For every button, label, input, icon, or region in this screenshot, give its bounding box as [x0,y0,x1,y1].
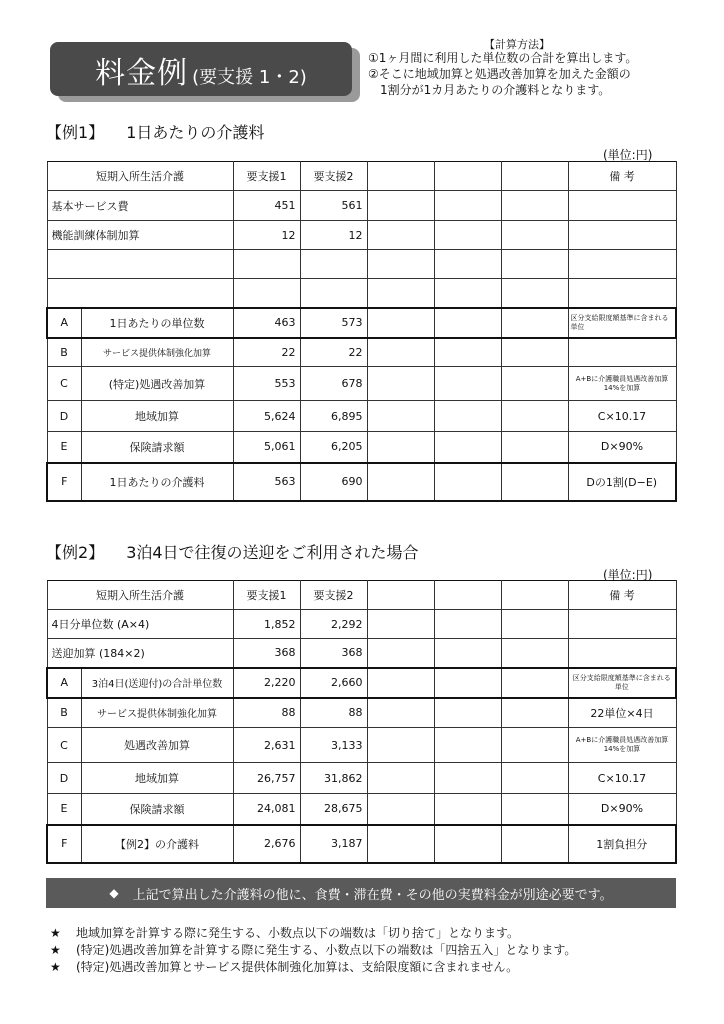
row-label: (特定)処遇改善加算 [81,367,233,401]
example1-heading [46,120,264,143]
example1-unit-label: (単位:円) [603,148,653,162]
row-key: A [47,308,81,338]
table-row-a [47,668,676,698]
method-line-1: ①1ヶ月間に利用した単位数の合計を算出します。 [368,51,638,65]
row-value-1: 26,757 [233,763,300,794]
row-value-2: 690 [300,463,367,501]
row-key: C [47,367,81,401]
header-remarks: 備 考 [568,162,676,191]
star-icon: ★ [50,943,61,957]
table-row [47,279,676,308]
table-header-row [47,162,676,191]
footnote-text: (特定)処遇改善加算を計算する際に発生する、小数点以下の端数は「四捨五入」となります。 [76,943,577,957]
row-value-1: 2,220 [233,668,300,698]
table-row [47,250,676,279]
row-value-1: 563 [233,463,300,501]
row-label: 3泊4日(送迎付)の合計単位数 [81,668,233,698]
star-icon: ★ [50,926,61,940]
row-value-1: 2,676 [233,825,300,863]
row-label: 1日あたりの介護料 [81,463,233,501]
row-value-1: 24,081 [233,794,300,825]
example1-table [46,161,677,502]
table-header-row [47,581,676,610]
row-value-2: 2,660 [300,668,367,698]
row-note [568,191,676,221]
row-note: 22単位×4日 [568,698,676,728]
row-value-2: 678 [300,367,367,401]
row-note: 区分支給限度額基準に含まれる単位 [568,668,676,698]
header-col1: 要支援1 [233,162,300,191]
example1-label: 【例1】 [46,123,105,142]
footnote-text: (特定)処遇改善加算とサービス提供体制強化加算は、支給限度額に含まれません。 [76,960,519,974]
page-title: 料金例 [95,56,189,91]
row-note [568,250,676,279]
row-label: 保険請求額 [81,432,233,463]
table-row-c [47,367,676,401]
row-note: C×10.17 [568,763,676,794]
table-row-f [47,463,676,501]
page-title-box [50,42,352,96]
row-label: 1日あたりの単位数 [81,308,233,338]
row-label: 地域加算 [81,401,233,432]
table-row [47,221,676,250]
row-value-1: 88 [233,698,300,728]
row-note: A+Bに介護職員処遇改善加算14%を加算 [568,367,676,401]
example2-title: 3泊4日で往復の送迎をご利用された場合 [126,543,419,562]
method-line-3: 1割分が1カ月あたりの介護料となります。 [368,83,611,97]
row-value-2: 3,187 [300,825,367,863]
row-value-1: 368 [233,639,300,668]
row-label: 処遇改善加算 [81,728,233,763]
row-note [568,279,676,308]
row-value-2: 368 [300,639,367,668]
row-value-1: 463 [233,308,300,338]
row-label: 【例2】の介護料 [81,825,233,863]
row-note: A+Bに介護職員処遇改善加算14%を加算 [568,728,676,763]
table-row-b [47,698,676,728]
row-label [47,250,233,279]
table-row-f [47,825,676,863]
row-note: C×10.17 [568,401,676,432]
row-value-2: 31,862 [300,763,367,794]
table-row-d [47,401,676,432]
row-value-2: 22 [300,338,367,367]
row-key: B [47,698,81,728]
row-label: サービス提供体制強化加算 [81,698,233,728]
table-row-d [47,763,676,794]
row-label: 保険請求額 [81,794,233,825]
row-value-1 [233,279,300,308]
table-row [47,191,676,221]
page-subtitle: (要支援 1・2) [192,67,307,88]
footnote-1 [50,924,519,941]
example2-table [46,580,677,864]
header-service: 短期入所生活介護 [47,581,233,610]
row-label: 4日分単位数 (A×4) [47,610,233,639]
row-label: 基本サービス費 [47,191,233,221]
row-value-1: 22 [233,338,300,367]
footnote-text: 地域加算を計算する際に発生する、小数点以下の端数は「切り捨て」となります。 [76,926,520,940]
row-label: サービス提供体制強化加算 [81,338,233,367]
row-value-2: 28,675 [300,794,367,825]
header-col2: 要支援2 [300,581,367,610]
row-note: D×90% [568,794,676,825]
header-col2: 要支援2 [300,162,367,191]
additional-cost-banner [46,878,676,908]
method-line-2: ②そこに地域加算と処遇改善加算を加えた金額の [368,67,631,81]
row-value-2 [300,279,367,308]
method-heading: 【計算方法】 [484,38,550,51]
row-value-1: 451 [233,191,300,221]
star-icon: ★ [50,960,61,974]
row-value-2: 6,895 [300,401,367,432]
example2-label: 【例2】 [46,543,105,562]
row-label: 機能訓練体制加算 [47,221,233,250]
table-row-b [47,338,676,367]
row-value-1 [233,250,300,279]
header-service: 短期入所生活介護 [47,162,233,191]
row-note: 1割負担分 [568,825,676,863]
row-note: 区分支給限度額基準に含まれる単位 [568,308,676,338]
footnote-2 [50,941,576,958]
row-value-2 [300,250,367,279]
example2-unit-label: (単位:円) [603,568,653,582]
row-value-1: 5,061 [233,432,300,463]
row-label: 送迎加算 (184×2) [47,639,233,668]
row-key: E [47,794,81,825]
row-value-2: 3,133 [300,728,367,763]
table-row [47,610,676,639]
table-row-c [47,728,676,763]
row-value-1: 12 [233,221,300,250]
row-value-2: 12 [300,221,367,250]
row-key: F [47,463,81,501]
row-label: 地域加算 [81,763,233,794]
row-value-2: 2,292 [300,610,367,639]
row-key: D [47,763,81,794]
row-note: D×90% [568,432,676,463]
row-note [568,221,676,250]
row-value-1: 5,624 [233,401,300,432]
table-row-a [47,308,676,338]
row-value-2: 88 [300,698,367,728]
row-note: Dの1割(D−E) [568,463,676,501]
row-key: E [47,432,81,463]
diamond-icon: ◆ [109,886,119,900]
table-row-e [47,432,676,463]
row-value-2: 573 [300,308,367,338]
row-key: F [47,825,81,863]
row-value-2: 561 [300,191,367,221]
row-key: C [47,728,81,763]
row-value-2: 6,205 [300,432,367,463]
table-row-e [47,794,676,825]
row-label [47,279,233,308]
header-remarks: 備 考 [568,581,676,610]
table-row [47,639,676,668]
row-value-1: 2,631 [233,728,300,763]
row-value-1: 553 [233,367,300,401]
row-note [568,338,676,367]
row-value-1: 1,852 [233,610,300,639]
banner-text: 上記で算出した介護料の他に、食費・滞在費・その他の実費料金が別途必要です。 [132,887,613,903]
header-col1: 要支援1 [233,581,300,610]
row-key: A [47,668,81,698]
row-key: D [47,401,81,432]
footnote-3 [50,958,518,975]
example1-title: 1日あたりの介護料 [126,123,265,142]
row-note [568,639,676,668]
row-note [568,610,676,639]
example2-heading [46,540,419,563]
row-key: B [47,338,81,367]
